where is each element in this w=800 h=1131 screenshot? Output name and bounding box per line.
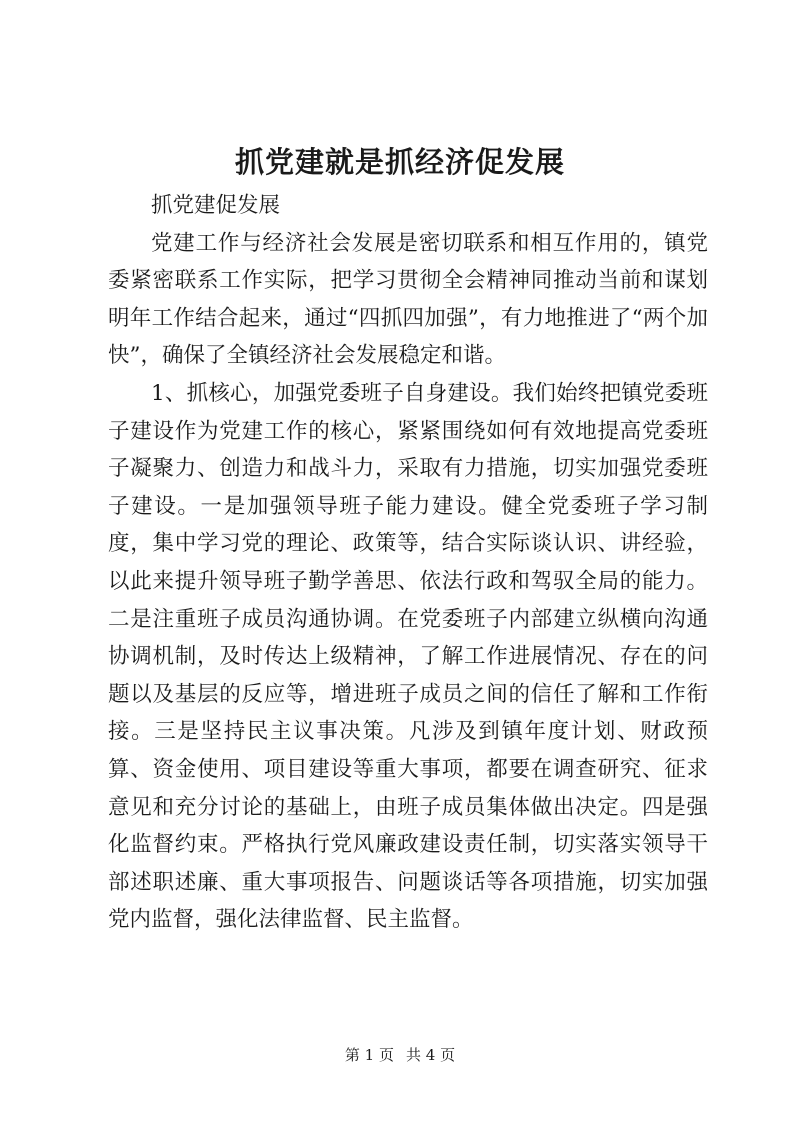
paragraph-core: 1、抓核心，加强党委班子自身建设。我们始终把镇党委班子建设作为党建工作的核心，紧紧围绕如何有效地提高党委班子凝聚力、创造力和战斗力，采取有力措施，切实加强党委班子建设。一是加强领导班子能力建设。健全党委班子学习制度，集中学习党的理论、政策等，结合实际谈认识、讲经验，以此来提升领导班子勤学善思、依法行政和驾驭全局的能力。二是注重班子成员沟通协调。在党委班子内部建立纵横向沟通协调机制，及时传达上级精神，了解工作进展情况、存在的问题以及基层的反应等，增进班子成员之间的信任了解和工作衔接。三是坚持民主议事决策。凡涉及到镇年度计划、财政预算、资金使用、项目建设等重大事项，都要在调查研究、征求意见和充分讨论的基础上，由班子成员集体做出决定。四是强化监督约束。严格执行党风廉政建设责任制，切实落实领导干部述职述廉、重大事项报告、问题谈话等各项措施，切实加强党内监督，强化法律监督、民主监督。: [108, 380, 708, 933]
page-title: 抓党建就是抓经济促发展: [234, 145, 565, 179]
page-footer: [0, 1045, 800, 1065]
page-number: 第 1 页: [344, 1046, 394, 1064]
page-total: 共 4 页: [406, 1046, 456, 1064]
document-body: [108, 187, 708, 939]
document-subtitle: 抓党建促发展: [151, 193, 281, 218]
paragraph-intro: 党建工作与经济社会发展是密切联系和相互作用的，镇党委紧密联系工作实际，把学习贯彻全会精神同推动当前和谋划明年工作结合起来，通过“四抓四加强”，有力地推进了“两个加快”，确保了全镇经济社会发展稳定和谐。: [108, 230, 708, 369]
